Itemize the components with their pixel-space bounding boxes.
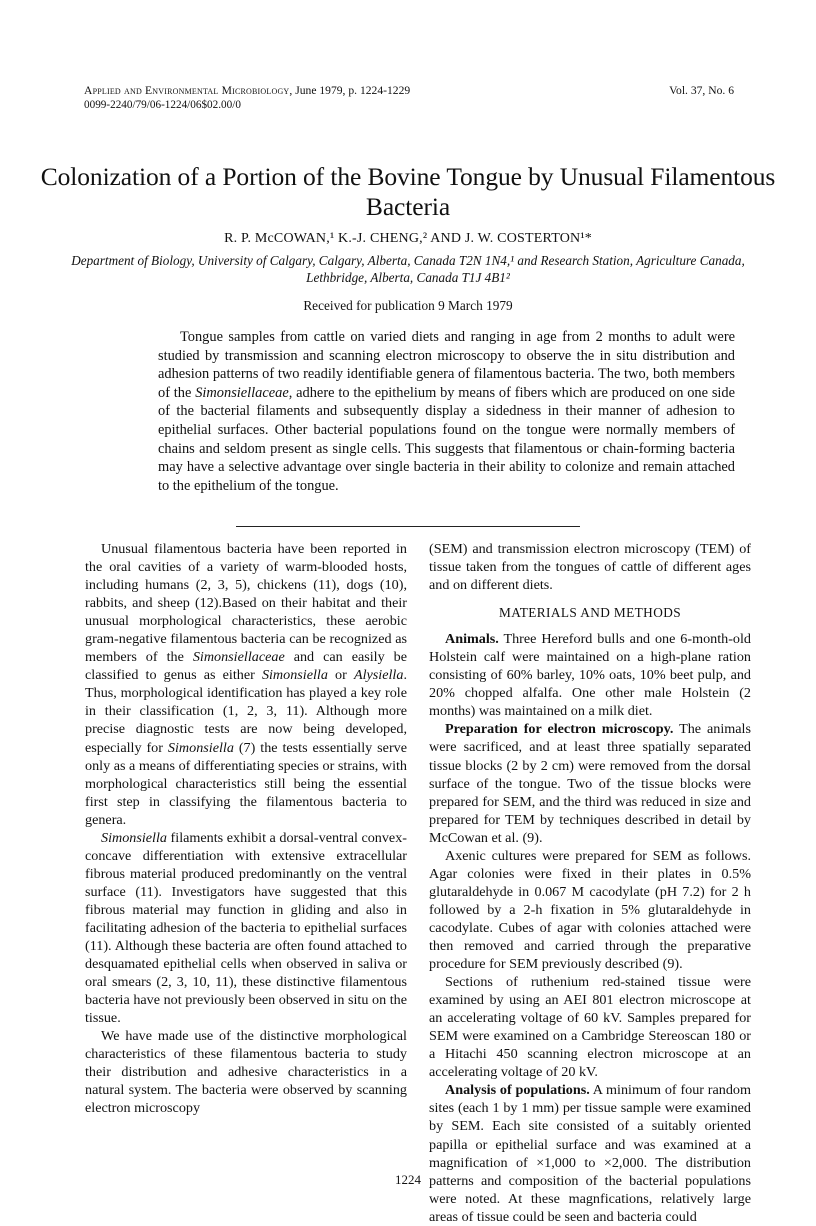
- abstract-text: Tongue samples from cattle on varied diets and ranging in age from 2 months to adult were studied by transmission and scanning electron microscopy to observe the in situ distribution and adhesion patterns of two readily identifiable genera of filamentous bacteria. The two, both members of the: [158, 329, 735, 401]
- author-list: R. P. McCOWAN,¹ K.-J. CHENG,² AND J. W. COSTERTON¹*: [224, 231, 592, 246]
- section-divider: [236, 526, 580, 527]
- abstract: [158, 328, 735, 495]
- intro-paragraph-1: Unusual filamentous bacteria have been reported in the oral cavities of a variety of warm-blooded hosts, including humans (2, 3, 5), chickens (11), dogs (10), rabbits, and sheep (12).Based on their habitat and their unusual morphological characteristics, these aerobic gram-negative filamentous bacteria can be recognized as members of the Simonsiellaceae and can easily be classified to genus as either Simonsiella or Alysiella. Thus, morphological identification has played a key role in their classification (1, 2, 3, 11). Although more precise diagnostic tests are now being developed, especially for Simonsiella (7) the tests essentially serve only as a means of differentiating species or strains, with morphological characteristics still being the essential first step in classifying the filamentous bacteria to genera.: [85, 541, 408, 828]
- intro-continuation: (SEM) and transmission electron microscopy (TEM) of tissue taken from the tongues of cattle of different ages and on different diets.: [429, 541, 751, 594]
- issue-info: , June 1979, p. 1224-1229: [289, 84, 411, 97]
- methods-axenic: Axenic cultures were prepared for SEM as follows. Agar colonies were fixed in their plates in 0.5% glutaraldehyde in 0.067 M cacodylate (pH 7.2) for 2 h followed by a 2-h fixation in 5% glutaraldehyde in cacodylate. Cubes of agar with colonies attached were then removed and carried through the preparative procedure for SEM previously described (9).: [429, 847, 751, 973]
- intro-paragraph-3: We have made use of the distinctive morphological characteristics of these filamentous bacteria to study their distribution and adhesive characteristics in a natural system. The bacteria were observed by scanning electron microscopy: [85, 1028, 407, 1117]
- left-column: [85, 540, 407, 1118]
- author-affiliation: Department of Biology, University of Calgary, Calgary, Alberta, Canada T2N 1N4,¹ and Research Station, Agriculture Canada, Lethbridge, Alberta, Canada T1J 4B1²: [71, 253, 745, 285]
- section-heading-methods: MATERIALS AND METHODS: [498, 605, 681, 621]
- article-title: Colonization of a Portion of the Bovine Tongue by Unusual Filamentous Bacteria: [40, 162, 776, 221]
- methods-analysis: Analysis of populations. A minimum of four random sites (each 1 by 1 mm) per tissue sample were examined by SEM. Each site consisted of a suitably oriented papilla or epithelial surface and was examined at a magnification of ×1,000 to ×2,000. The distribution patterns and composition of the bacterial populations were noted. At these magnfications, relatively large areas of tissue could be seen and bacteria could: [429, 1082, 752, 1225]
- methods-preparation: Preparation for electron microscopy. The animals were sacrificed, and at least three spatially separated tissue blocks (2 by 2 cm) were removed from the dorsal surface of the tongue. Two of the tissue blocks were prepared for SEM, and the third was reduced in size and prepared for TEM by techniques described in detail by McCowan et al. (9).: [429, 721, 751, 846]
- right-column: [429, 540, 751, 1226]
- abstract-text: , adhere to the epithelium by means of fibers which are produced on one side of the bacterial filaments and subsequently display a sidedness in their manner of adhesion to epithelial surfaces. Other bacterial populations found on the tongue were normally members of chains and seldom present as single cells. This suggests that filamentous or chain-forming bacteria may have a selective advantage over single bacteria in their ability to colonize and remain attached to the epithelium of the tongue.: [158, 384, 736, 494]
- volume-number: Vol. 37, No. 6: [669, 84, 734, 97]
- methods-animals: Animals. Three Hereford bulls and one 6-month-old Holstein calf were maintained on a high-plane ration consisting of 60% barley, 10% oats, 10% beet pulp, and 20% chopped alfalfa. One other male Holstein (2 months) was maintained on a milk diet.: [429, 631, 751, 720]
- journal-name: Applied and Environmental Microbiology: [84, 84, 290, 97]
- methods-sections: Sections of ruthenium red-stained tissue were examined by using an AEI 801 electron microscope at an accelerating voltage of 60 kV. Samples prepared for SEM were examined on a Cambridge Stereoscan 180 or a Hitachi 450 scanning electron microscope at an accelerating voltage of 20 kV.: [429, 974, 751, 1081]
- article-code: 0099-2240/79/06-1224/06$02.00/0: [84, 99, 241, 111]
- running-header: [84, 84, 734, 98]
- abstract-taxon: Simonsiellaceae: [195, 384, 289, 401]
- page-number: 1224: [395, 1172, 421, 1187]
- received-date: Received for publication 9 March 1979: [303, 298, 513, 313]
- intro-paragraph-2: Simonsiella filaments exhibit a dorsal-ventral convex-concave differentiation with extensive extracellular fibrous material produced predominantly on the ventral surface (11). Investigators have suggested that this fibrous material may function in gliding and also in facilitating adhesion of the bacteria to epithelial surfaces (11). Although these bacteria are often found attached to desquamated epithelial cells when observed in saliva or oral smears (2, 3, 10, 11), these distinctive filamentous bacteria have not previously been observed in situ on the tissue.: [85, 829, 407, 1027]
